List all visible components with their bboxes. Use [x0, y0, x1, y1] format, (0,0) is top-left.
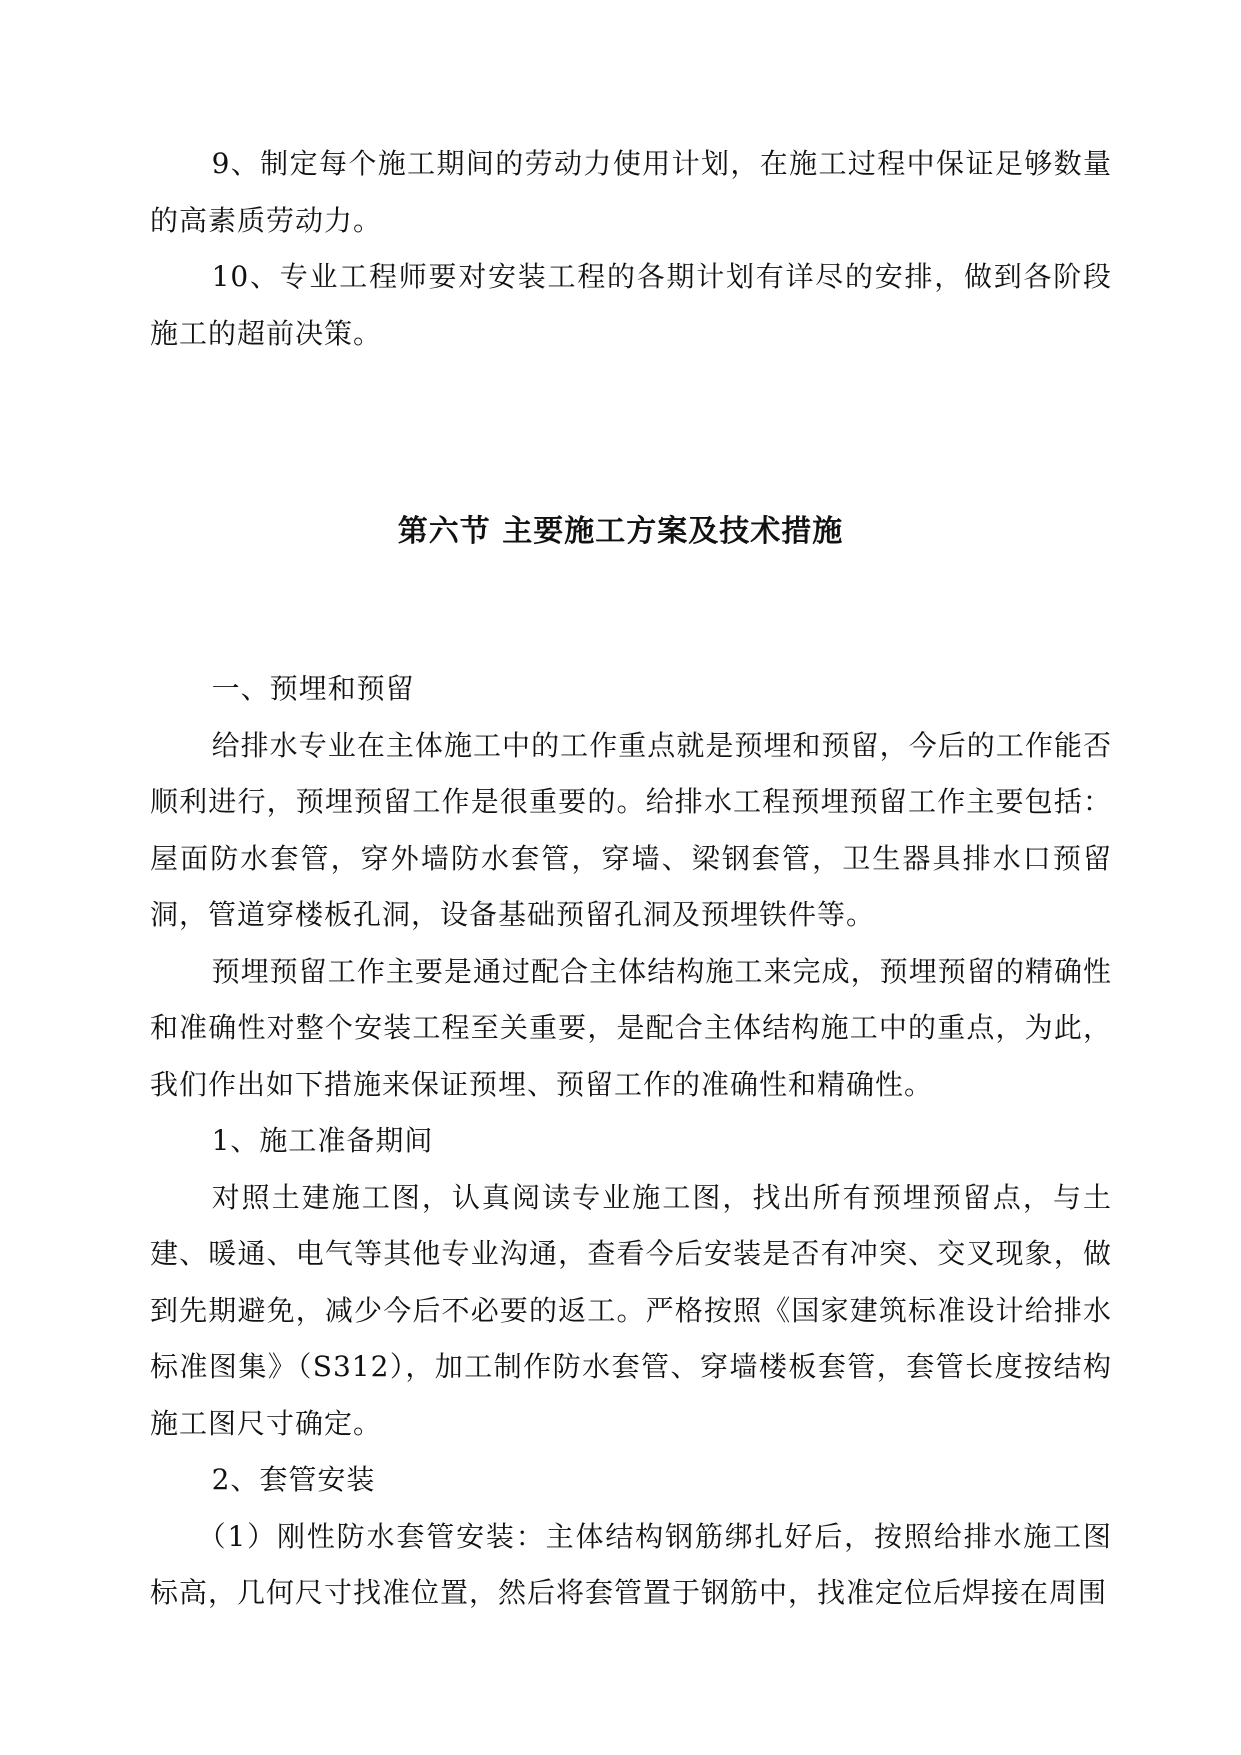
heading-sleeve-installation: 2、套管安装: [211, 1463, 376, 1496]
body-text-block: [150, 661, 1112, 1622]
section-title: 第六节 主要施工方案及技术措施: [397, 514, 844, 549]
paragraph-item-10: 10、专业工程师要对安装工程的各期计划有详尽的安排，做到各阶段施工的超前决策。: [150, 260, 1112, 350]
paragraph-rigid-sleeve-installation: （1）刚性防水套管安装：主体结构钢筋绑扎好后，按照给排水施工图标高，几何尺寸找准位置，然后将套管置于钢筋中，找准定位后焊接在周围: [150, 1519, 1112, 1609]
paragraph-preparation-details: 对照土建施工图，认真阅读专业施工图，找出所有预埋预留点，与土建、暖通、电气等其他专业沟通，查看今后安装是否有冲突、交叉现象，做到先期避免，减少今后不必要的返工。严格按照《国家建筑标准设计给排水标准图集》（S312），加工制作防水套管、穿墙楼板套管，套管长度按结构施工图尺寸确定。: [150, 1180, 1112, 1440]
paragraph-accuracy-measures: 预埋预留工作主要是通过配合主体结构施工来完成，预埋预留的精确性和准确性对整个安装工程至关重要，是配合主体结构施工中的重点，为此，我们作出如下措施来保证预埋、预留工作的准确性和精确性。: [150, 954, 1112, 1101]
top-text-block: [150, 136, 1112, 362]
paragraph-work-focus: 给排水专业在主体施工中的工作重点就是预埋和预留，今后的工作能否顺利进行，预埋预留工作是很重要的。给排水工程预埋预留工作主要包括：屋面防水套管，穿外墙防水套管，穿墙、梁钢套管，卫生器具排水口预留洞，管道穿楼板孔洞，设备基础预留孔洞及预埋铁件等。: [150, 728, 1112, 931]
paragraph-item-9: 9、制定每个施工期间的劳动力使用计划，在施工过程中保证足够数量的高素质劳动力。: [150, 147, 1112, 237]
heading-preparation-period: 1、施工准备期间: [211, 1124, 434, 1157]
heading-preembed-reserve: 一、预埋和预留: [211, 672, 415, 705]
